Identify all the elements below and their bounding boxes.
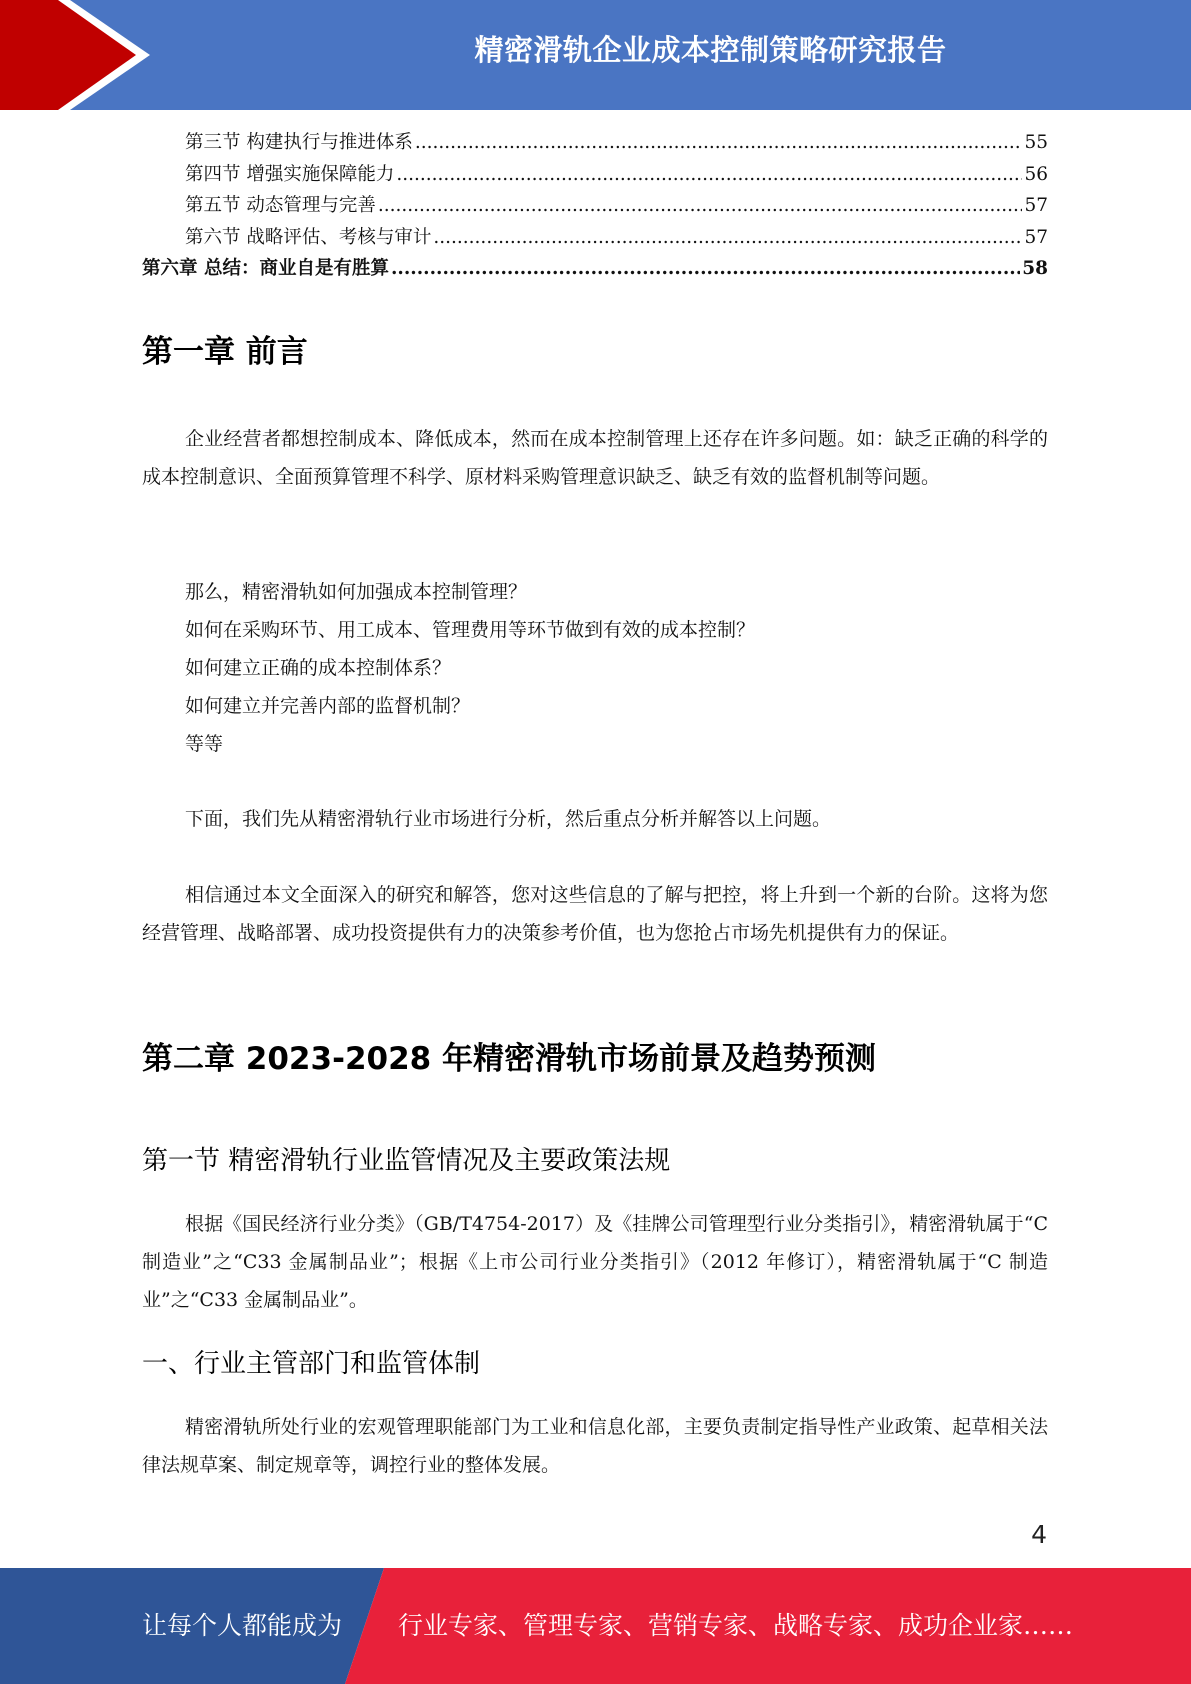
chapter-1-paragraph-3: 相信通过本文全面深入的研究和解答，您对这些信息的了解与把控，将上升到一个新的台阶。这将为您经营管理、战略部署、成功投资提供有力的决策参考价值，也为您抢占市场先机提供有力的保证。: [142, 884, 1048, 944]
question-line: 如何在采购环节、用工成本、管理费用等环节做到有效的成本控制？: [185, 619, 756, 641]
toc-entry-label: 第六节 战略评估、考核与审计: [185, 226, 432, 248]
question-line: 那么，精密滑轨如何加强成本控制管理？: [185, 581, 528, 603]
toc-entry-chapter[interactable]: [142, 254, 1048, 286]
toc-leader-dots: [433, 227, 1022, 248]
toc-leader-dots: [378, 195, 1023, 216]
toc-leader-dots: [415, 132, 1023, 153]
toc-entry-label: 第三节 构建执行与推进体系: [185, 132, 413, 153]
toc-entry-label: 第四节 增强实施保障能力: [185, 163, 395, 185]
page-number: 4: [1031, 1520, 1047, 1549]
question-list: [185, 573, 1048, 763]
page-footer: [0, 1568, 1191, 1684]
toc-entry-page: 57: [1024, 226, 1048, 248]
toc-entry-label: 第六章 总结：商业自是有胜算: [142, 258, 389, 279]
chapter-1-heading: 第一章 前言: [142, 334, 308, 370]
section-1-paragraph: 根据《国民经济行业分类》（GB/T4754-2017）及《挂牌公司管理型行业分类指引》，精密滑轨属于“C 制造业”之“C33 金属制品业”；根据《上市公司行业分类指引》（2012 年修订），精密滑轨属于“C 制造业”之“C33 金属制品业”。: [142, 1213, 1048, 1311]
question-line: 等等: [185, 733, 224, 755]
toc-leader-dots: [391, 258, 1020, 279]
chapter-2-heading: 第二章 2023-2028 年精密滑轨市场前景及趋势预测: [142, 1041, 877, 1077]
toc-leader-dots: [396, 164, 1022, 185]
toc-entry[interactable]: [142, 160, 1048, 192]
chapter-1-paragraph-2: 下面，我们先从精密滑轨行业市场进行分析，然后重点分析并解答以上问题。: [185, 808, 832, 830]
subsection-1-paragraph: 精密滑轨所处行业的宏观管理职能部门为工业和信息化部，主要负责制定指导性产业政策、起草相关法律法规草案、制定规章等，调控行业的整体发展。: [142, 1416, 1048, 1476]
footer-slogan-left: 让每个人都能成为: [142, 1611, 343, 1640]
report-title: 精密滑轨企业成本控制策略研究报告: [474, 33, 947, 67]
toc-entry-page: 56: [1024, 163, 1048, 185]
toc-entry-label: 第五节 动态管理与完善: [185, 195, 376, 216]
toc-entry-page: 55: [1024, 132, 1048, 153]
toc-entry[interactable]: [142, 191, 1048, 223]
question-line: 如何建立并完善内部的监督机制？: [185, 695, 471, 717]
section-1-heading: 第一节 精密滑轨行业监管情况及主要政策法规: [142, 1146, 671, 1176]
table-of-contents: [142, 128, 1048, 286]
header-arrow-decoration: [0, 0, 160, 110]
chapter-1-intro-paragraph: 企业经营者都想控制成本、降低成本，然而在成本控制管理上还存在许多问题。如：缺乏正确的科学的成本控制意识、全面预算管理不科学、原材料采购管理意识缺乏、缺乏有效的监督机制等问题。: [142, 428, 1048, 488]
subsection-1-heading: 一、行业主管部门和监管体制: [142, 1349, 481, 1379]
toc-entry-page: 57: [1024, 195, 1048, 216]
toc-entry[interactable]: [142, 128, 1048, 160]
question-line: 如何建立正确的成本控制体系？: [185, 657, 452, 679]
toc-entry-page: 58: [1022, 258, 1048, 279]
page-header: [0, 0, 1191, 110]
toc-entry[interactable]: [142, 223, 1048, 255]
footer-slogan-right: 行业专家、管理专家、营销专家、战略专家、成功企业家……: [398, 1611, 1074, 1640]
